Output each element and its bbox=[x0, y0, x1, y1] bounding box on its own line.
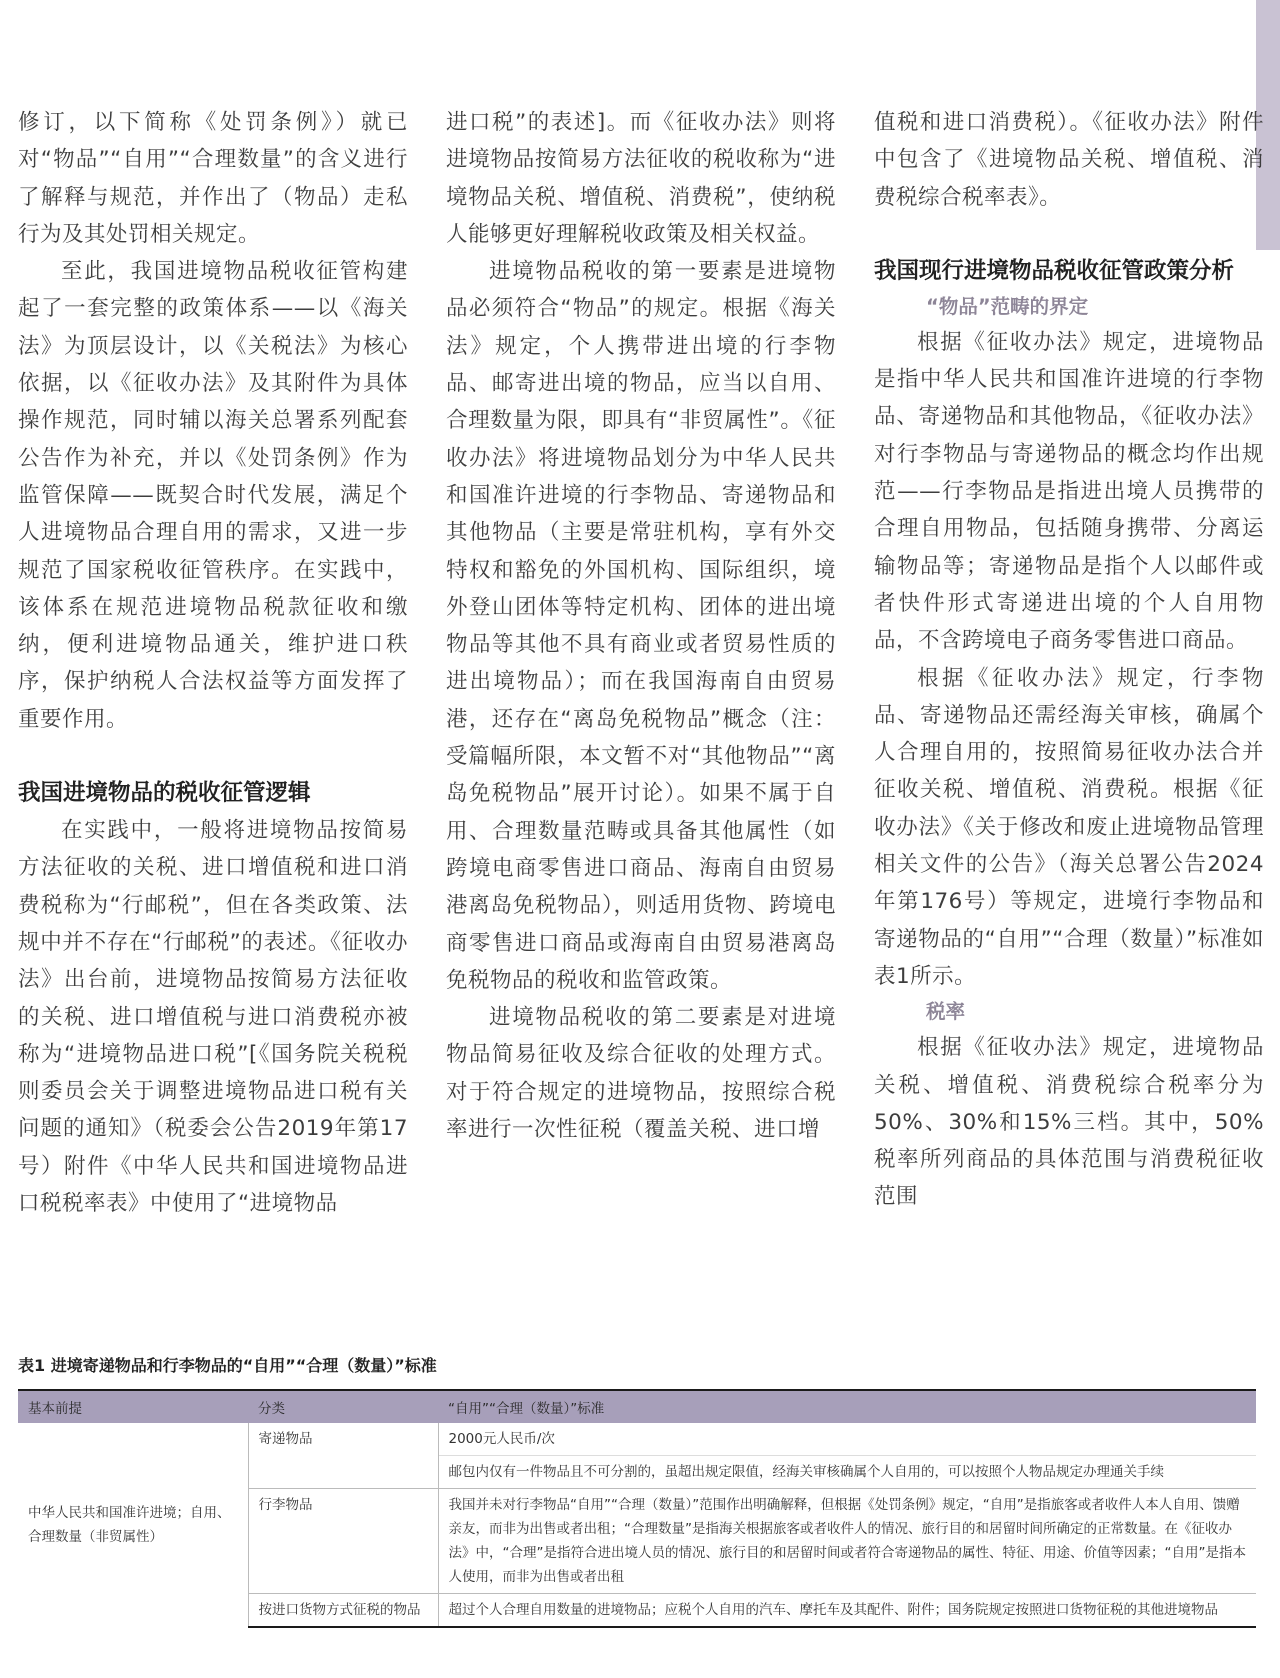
premise-cell: 中华人民共和国准许进境；自用、合理数量（非贸属性） bbox=[28, 1505, 231, 1545]
paragraph: 至此，我国进境物品税收征管构建起了一套完整的政策体系——以《海关法》为顶层设计，以《关税法》为核心依据，以《征收办法》及其附件为具体操作规范，同时辅以海关总署系列配套公告作为补充，并以《处罚条例》作为监管保障——既契合时代发展，满足个人进境物品合理自用的需求，又进一步规范了国家税收征管秩序。在实践中，该体系在规范进境物品税款征收和缴纳，便利进境物品通关，维护进口秩序，保护纳税人合法权益等方面发挥了重要作用。 bbox=[18, 259, 408, 732]
standards-table bbox=[18, 1389, 1256, 1628]
category-cell: 寄递物品 bbox=[248, 1423, 438, 1489]
standard-cell: 2000元人民币/次 bbox=[438, 1423, 1256, 1456]
paragraph: 值税和进口消费税）。《征收办法》附件中包含了《进境物品关税、增值税、消费税综合税率表》。 bbox=[874, 110, 1264, 210]
table-header-cell: “自用”“合理（数量）”标准 bbox=[438, 1390, 1256, 1423]
paragraph: 在实践中，一般将进境物品按简易方法征收的关税、进口增值税和进口消费税称为“行邮税”，但在各类政策、法规中并不存在“行邮税”的表述。《征收办法》出台前，进境物品按简易方法征收的关税、进口增值税与进口消费税亦被称为“进境物品进口税”[《国务院关税税则委员会关于调整进境物品进口税有关问题的通知》（税委会公告2019年第17号）附件《中华人民共和国进境物品进口税税率表》中使用了“进境物品 bbox=[18, 818, 408, 1217]
table-row bbox=[18, 1423, 1256, 1456]
sub-heading: 税率 bbox=[926, 1000, 966, 1024]
article-body bbox=[18, 104, 1264, 1284]
column-3 bbox=[874, 104, 1264, 1284]
category-cell: 行李物品 bbox=[248, 1489, 438, 1594]
section-heading: 我国现行进境物品税收征管政策分析 bbox=[874, 257, 1235, 284]
category-cell: 按进口货物方式征税的物品 bbox=[248, 1594, 438, 1628]
column-1 bbox=[18, 104, 408, 1284]
sub-heading: “物品”范畴的界定 bbox=[926, 294, 1089, 318]
column-2 bbox=[446, 104, 836, 1284]
paragraph: 进境物品税收的第二要素是对进境物品简易征收及综合征收的处理方式。对于符合规定的进境物品，按照综合税率进行一次性征税（覆盖关税、进口增 bbox=[446, 1005, 836, 1143]
paragraph: 进境物品税收的第一要素是进境物品必须符合“物品”的规定。根据《海关法》规定，个人携带进出境的行李物品、邮寄进出境的物品，应当以自用、合理数量为限，即具有“非贸属性”。《征收办法》将进境物品划分为中华人民共和国准许进境的行李物品、寄递物品和其他物品（主要是常驻机构，享有外交特权和豁免的外国机构、国际组织，境外登山团体等特定机构、团体的进出境物品等其他不具有商业或者贸易性质的进出境物品）；而在我国海南自由贸易港，还存在“离岛免税物品”概念（注：受篇幅所限，本文暂不对“其他物品”“离岛免税物品”展开讨论）。如果不属于自用、合理数量范畴或具备其他属性（如跨境电商零售进口商品、海南自由贸易港离岛免税物品），则适用货物、跨境电商零售进口商品或海南自由贸易港离岛免税物品的税收和监管政策。 bbox=[446, 259, 836, 993]
standards-table-section bbox=[18, 1355, 1256, 1628]
table-header-cell: 基本前提 bbox=[18, 1390, 248, 1423]
table-header-row bbox=[18, 1390, 1256, 1423]
standard-cell: 邮包内仅有一件物品且不可分割的，虽超出规定限值，经海关审核确属个人自用的，可以按照个人物品规定办理通关手续 bbox=[438, 1456, 1256, 1489]
paragraph: 修订，以下简称《处罚条例》）就已对“物品”“自用”“合理数量”的含义进行了解释与规范，并作出了（物品）走私行为及其处罚相关规定。 bbox=[18, 110, 408, 247]
paragraph: 进口税”的表述]。而《征收办法》则将进境物品按简易方法征收的税收称为“进境物品关税、增值税、消费税”，使纳税人能够更好理解税收政策及相关权益。 bbox=[446, 110, 836, 247]
paragraph: 根据《征收办法》规定，进境物品是指中华人民共和国准许进境的行李物品、寄递物品和其他物品，《征收办法》对行李物品与寄递物品的概念均作出规范——行李物品是指进出境人员携带的合理自用物品，包括随身携带、分离运输物品等；寄递物品是指个人以邮件或者快件形式寄递进出境的个人自用物品，不含跨境电子商务零售进口商品。 bbox=[874, 329, 1264, 654]
standard-cell: 超过个人合理自用数量的进境物品；应税个人自用的汽车、摩托车及其配件、附件；国务院规定按照进口货物征税的其他进境物品 bbox=[438, 1594, 1256, 1628]
table-header-cell: 分类 bbox=[248, 1390, 438, 1423]
paragraph: 根据《征收办法》规定，进境物品关税、增值税、消费税综合税率分为50%、30%和15%三档。其中，50%税率所列商品的具体范围与消费税征收范围 bbox=[874, 1035, 1264, 1210]
paragraph: 根据《征收办法》规定，行李物品、寄递物品还需经海关审核，确属个人合理自用的，按照简易征收办法合并征收关税、增值税、消费税。根据《征收办法》《关于修改和废止进境物品管理相关文件的公告》（海关总署公告2024年第176号）等规定，进境行李物品和寄递物品的“自用”“合理（数量）”标准如表1所示。 bbox=[874, 665, 1264, 989]
table-title: 表1 进境寄递物品和行李物品的“自用”“合理（数量）”标准 bbox=[18, 1356, 437, 1375]
section-heading: 我国进境物品的税收征管逻辑 bbox=[18, 780, 311, 807]
standard-cell: 我国并未对行李物品“自用”“合理（数量）”范围作出明确解释，但根据《处罚条例》规定，“自用”是指旅客或者收件人本人自用、馈赠亲友，而非为出售或者出租；“合理数量”是指海关根据旅客或者收件人的情况、旅行目的和居留时间所确定的正常数量。在《征收办法》中，“合理”是指符合进出境人员的情况、旅行目的和居留时间或者符合寄递物品的属性、特征、用途、价值等因素；“自用”是指本人使用，而非为出售或者出租 bbox=[438, 1489, 1256, 1594]
